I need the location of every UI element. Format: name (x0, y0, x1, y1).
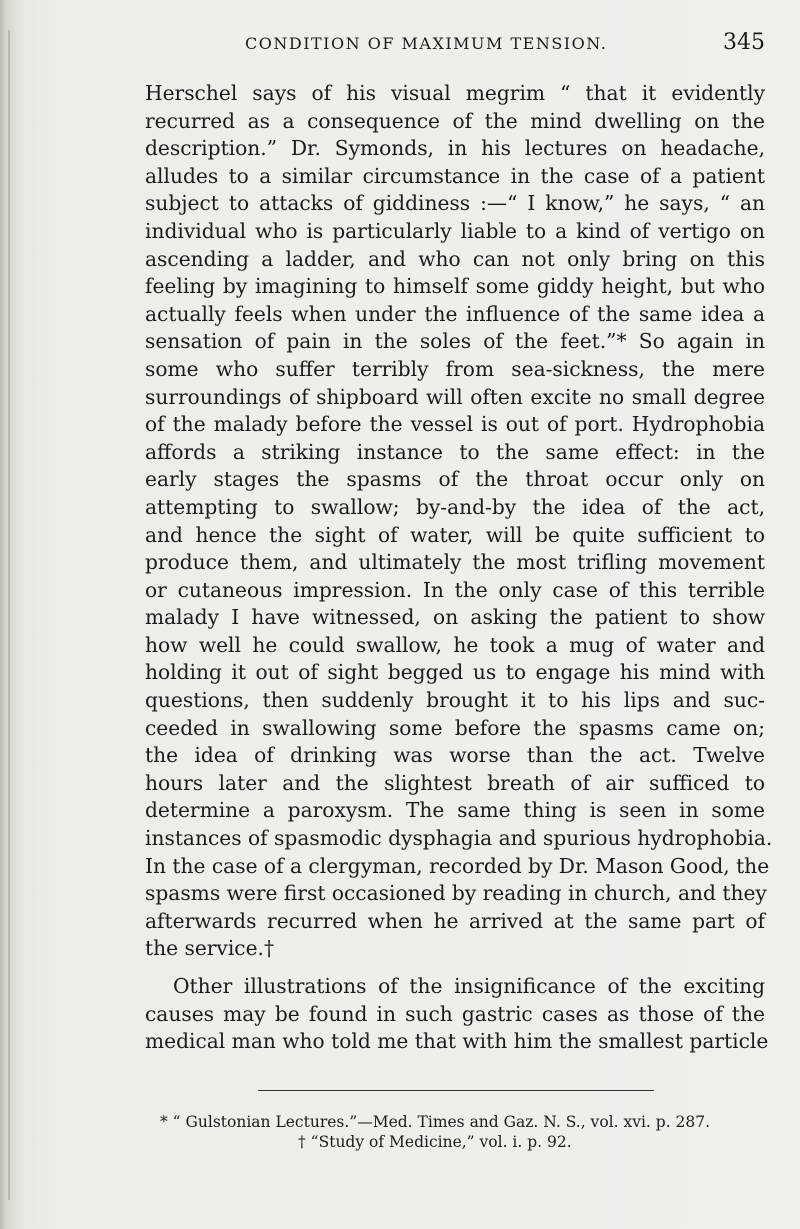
text-line: description.” Dr. Symonds, in his lectures on headache, (145, 136, 765, 161)
footnote-rule (258, 1090, 654, 1091)
text-line: the idea of drinking was worse than the act. Twelve (145, 743, 765, 768)
text-line: spasms were first occasioned by reading in church, and they (145, 881, 767, 906)
text-line: afterwards recurred when he arrived at the same part of (145, 908, 765, 933)
paragraph-gap (145, 963, 765, 973)
text-line: In the case of a clergyman, recorded by Dr. Mason Good, the (145, 853, 770, 878)
text-line: alludes to a similar circumstance in the case of a patient (145, 163, 765, 188)
text-line: malady I have witnessed, on asking the patient to show (145, 605, 765, 630)
text-line: individual who is particularly liable to a kind of vertigo on (145, 218, 765, 243)
text-line: produce them, and ultimately the most trifling movement (145, 550, 765, 575)
text-line: ceeded in swallowing some before the spasms came on; (145, 715, 765, 740)
text-line: Other illustrations of the insignificance of the exciting (173, 974, 765, 998)
text-line: the service.† (145, 936, 275, 961)
text-line: of the malady before the vessel is out of port. Hydrophobia (145, 412, 765, 437)
page-number: 345 (723, 30, 765, 55)
footnote-1: * “ Gulstonian Lectures.”—Med. Times and Gaz. N. S., vol. xvi. p. 287. (160, 1113, 711, 1131)
text-line: holding it out of sight begged us to engage his mind with (145, 660, 765, 685)
text-line: ascending a ladder, and who can not only bring on this (145, 246, 765, 271)
text-line: medical man who told me that with him the smallest particle (145, 1029, 769, 1054)
text-line: instances of spasmodic dysphagia and spurious hydrophobia. (145, 826, 773, 851)
text-line: some who suffer terribly from sea-sickness, the mere (145, 356, 765, 381)
text-line: recurred as a consequence of the mind dwelling on the (145, 108, 765, 133)
text-line: Herschel says of his visual megrim “ that it evidently (145, 81, 765, 105)
body-text (145, 80, 773, 1056)
text-line: actually feels when under the influence of the same idea a (145, 301, 765, 326)
text-line: and hence the sight of water, will be quite sufficient to (145, 522, 765, 547)
text-line: or cutaneous impression. In the only case of this terrible (145, 577, 765, 602)
text-line: early stages the spasms of the throat occur only on (145, 467, 765, 492)
text-line: how well he could swallow, he took a mug of water and (145, 632, 765, 657)
text-line: affords a striking instance to the same effect: in the (145, 439, 765, 464)
text-line: determine a paroxysm. The same thing is seen in some (145, 798, 765, 823)
text-line: attempting to swallow; by-and-by the idea of the act, (145, 494, 765, 519)
footnotes (160, 1112, 760, 1152)
text-line: surroundings of shipboard will often excite no small degree (145, 384, 765, 409)
page-header (145, 30, 765, 60)
footnote-2: † “Study of Medicine,” vol. i. p. 92. (298, 1133, 572, 1151)
text-line: subject to attacks of giddiness :—“ I know,” he says, “ an (145, 191, 765, 216)
text-line: causes may be found in such gastric cases as those of the (145, 1001, 765, 1026)
text-line: hours later and the slightest breath of air sufficed to (145, 770, 765, 795)
text-line: feeling by imagining to himself some giddy height, but who (145, 274, 765, 299)
text-line: questions, then suddenly brought it to his lips and suc- (145, 688, 765, 713)
binding-gutter (8, 30, 10, 1200)
running-title: CONDITION OF MAXIMUM TENSION. (245, 34, 608, 53)
text-line: sensation of pain in the soles of the feet.”* So again in (145, 329, 765, 354)
